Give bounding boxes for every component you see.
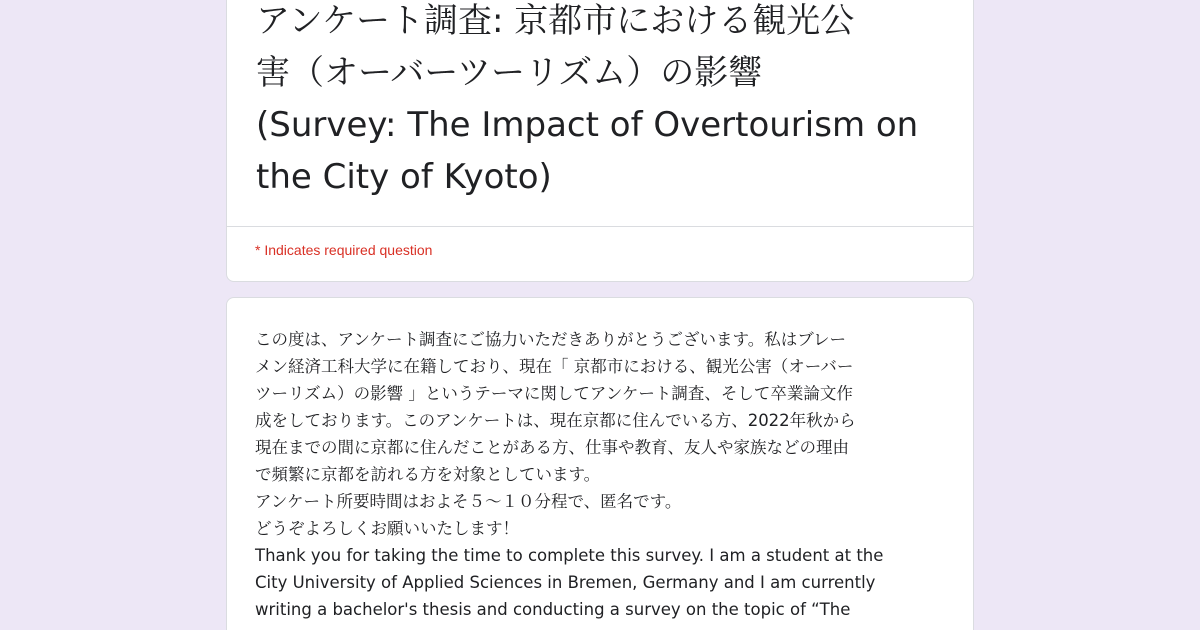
form-title: アンケート調査: 京都市における観光公 害（オーバーツーリズム）の影響 (Survey: The Impact of Overtourism on the City of Kyoto) — [256, 1, 919, 197]
title-divider — [227, 226, 973, 227]
form-description: この度は、アンケート調査にご協力いただきありがとうございます。私はブレー メン経済工科大学に在籍しており、現在「 京都市における、観光公害（オーバー ツーリズム）の影響 」というテーマに関してアンケート調査、そして卒業論文作 成をしております。このアンケートは、現在京都に住んでいる方、2022年秋から 現在までの間に京都に住んだことがある方、仕事や教育、友人や家族などの理由 で頻繁に京都を訪れる方を対象としています。 アンケート所要時間はおよそ５～１０分程で、匿名です。 どうぞよろしくお願いいたします！ Thank you for taking the time to complete this survey. I am a student at the City University of Applied Sciences in Bremen, Germany and I am currently writing a bachelor's thesis and conducting a survey on the topic of “The — [255, 330, 884, 619]
required-question-note: * Indicates required question — [255, 242, 433, 258]
form-description-card — [226, 297, 974, 630]
form-title-card — [226, 0, 974, 282]
